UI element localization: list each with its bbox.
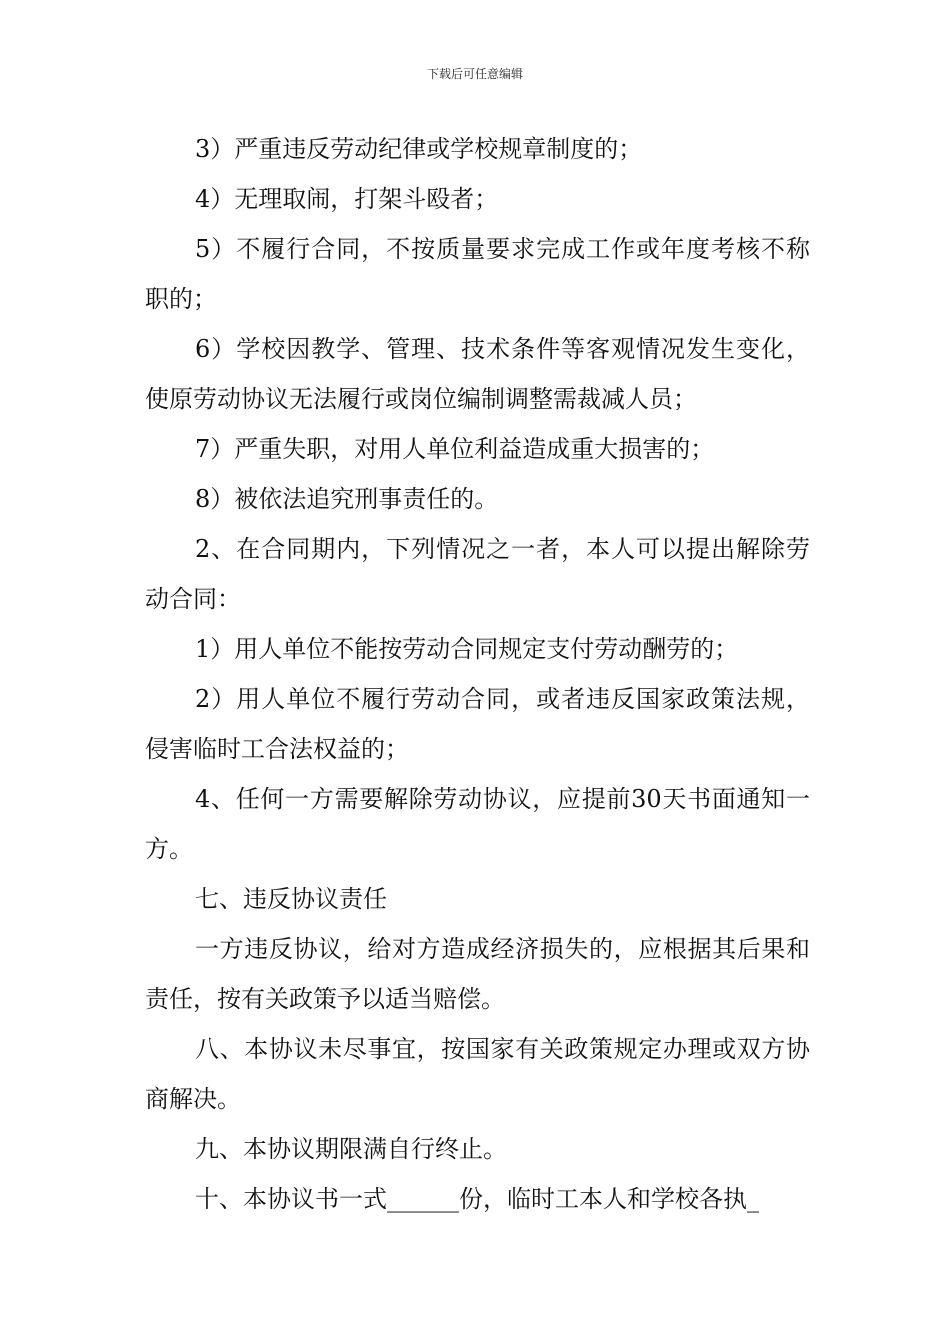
paragraph: 2、在合同期内，下列情况之一者，本人可以提出解除劳动合同： [145, 535, 810, 613]
paragraph: 1）用人单位不能按劳动合同规定支付劳动酬劳的； [195, 635, 739, 663]
paragraph: 3）严重违反劳动纪律或学校规章制度的； [195, 135, 643, 163]
section-heading: 九、本协议期限满自行终止。 [195, 1135, 507, 1163]
page-header: 下载后可任意编辑 [426, 67, 523, 81]
paragraph: 4）无理取闹，打架斗殴者； [195, 185, 499, 213]
section-heading: 七、违反协议责任 [195, 885, 387, 913]
paragraph: 4、任何一方需要解除劳动协议，应提前30天书面通知一方。 [145, 785, 810, 863]
paragraph: 7）严重失职，对用人单位利益造成重大损害的； [195, 435, 715, 463]
section-heading: 八、本协议未尽事宜，按国家有关政策规定办理或双方协商解决。 [145, 1035, 810, 1113]
paragraph: 一方违反协议，给对方造成经济损失的，应根据其后果和责任，按有关政策予以适当赔偿。 [145, 935, 810, 1013]
paragraph: 8）被依法追究刑事责任的。 [195, 485, 499, 513]
paragraph: 2）用人单位不履行劳动合同，或者违反国家政策法规，侵害临时工合法权益的； [145, 685, 810, 763]
document-body [145, 124, 810, 1224]
section-heading: 十、本协议书一式______份，临时工本人和学校各执_ [195, 1185, 759, 1213]
paragraph: 5）不履行合同，不按质量要求完成工作或年度考核不称职的； [145, 235, 810, 313]
paragraph: 6）学校因教学、管理、技术条件等客观情况发生变化，使原劳动协议无法履行或岗位编制调整需裁减人员； [145, 335, 810, 413]
